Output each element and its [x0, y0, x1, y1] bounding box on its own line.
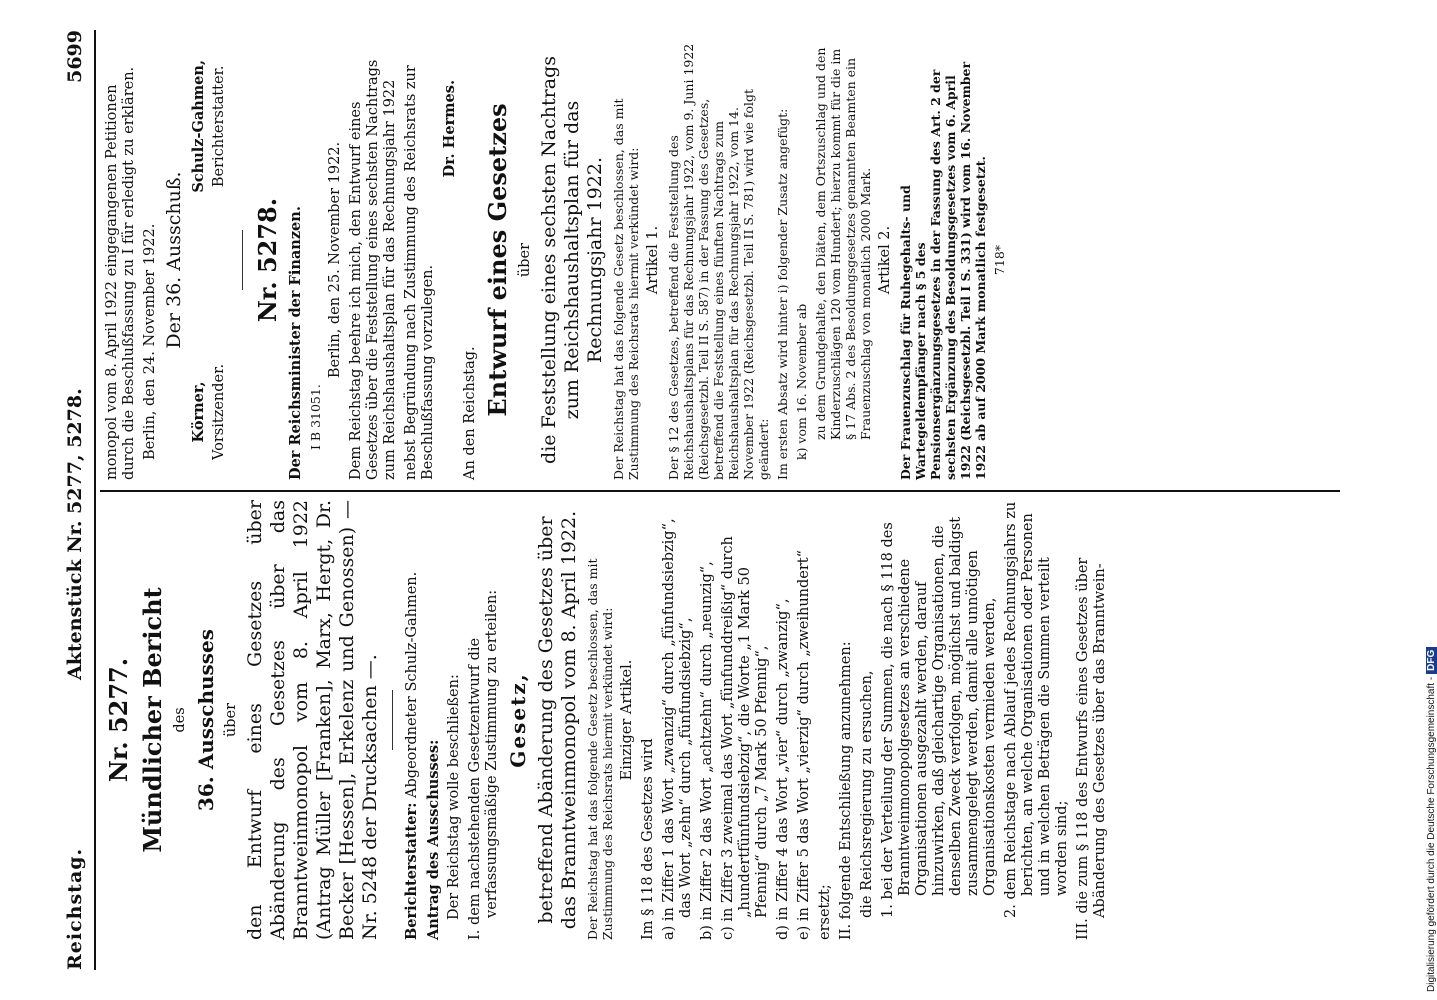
draft-subtitle: die Feststellung eines sechsten Nachtrags zum Reichshaushaltsplan für das Rechnungsjahr 1922.	[538, 56, 606, 464]
header-rule	[94, 30, 96, 970]
doc-number-2: Nr. 5278.	[253, 197, 282, 323]
resolution-item-1: 1. bei der Verteilung der Summen, die nach § 118 des Branntweinmonopolgesetzes an verschiedene Organisationen ausgezahlt werden, darauf hinzuwirken, daß gleichartige Organisationen, die denselben Zweck verfolgen, möglichst und baldigst zusammengelegt werden, damit alle unnötigen Organisationskosten vermieden werden,	[880, 516, 998, 918]
doc-title: Mündlicher Bericht	[138, 587, 167, 853]
committee-title: 36. Ausschusses	[194, 628, 218, 812]
article-1-addition: Im ersten Absatz wird hinter i) folgender Zusatz angefügt:	[775, 108, 790, 480]
committee-signature: Der 36. Ausschuß.	[163, 171, 185, 349]
ersetzt-text: ersetzt;	[817, 884, 833, 940]
letter-text-2: nebst Begründung nach Zustimmung des Reichsrats zur Beschlußfassung vorzulegen.	[403, 65, 436, 480]
reporter-signature-name: Schulz-Gahmen,	[190, 60, 207, 193]
article-item: c) in Ziffer 3 zweimal das Wort „fünfunddreißig“ durch „hundertfünfundsiebzig“, die Worte „1 Mark 50 Pfennig“ durch „7 Mark 50 Pfennig“,	[720, 536, 770, 940]
enactment-clause-2: Der Reichstag hat das folgende Gesetz beschlossen, das mit Zustimmung des Reichsrats hiermit verkündet wird:	[611, 98, 641, 480]
date-line: Berlin, den 24. November 1922.	[142, 223, 158, 460]
enactment-clause: Der Reichstag hat das folgende Gesetz beschlossen, das mit Zustimmung des Reichsrats hiermit verkündet wird:	[585, 558, 615, 940]
reporter-name: Abgeordneter Schulz-Gahmen.	[404, 571, 420, 798]
article-item: d) in Ziffer 4 das Wort „vier“ durch „zwanzig“,	[775, 598, 791, 940]
article-item: a) in Ziffer 1 das Wort „zwanzig“ durch „fünfundsiebzig“, das Wort „zehn“ durch „fünfundsiebzig“,	[661, 518, 694, 940]
letter-text: Dem Reichstag beehre ich mich, den Entwurf eines Gesetzes über die Feststellung eines sechsten Nachtrags zum Reichshaushaltsplan für das Rechnungsjahr 1922	[348, 59, 398, 480]
header-left: Reichstag.	[64, 847, 86, 970]
gesetz-title: Gesetz,	[506, 672, 530, 768]
dfg-logo: DFG	[1426, 647, 1437, 674]
article-1-item-k: k) vom 16. November ab	[794, 303, 809, 460]
des-word: des	[172, 707, 188, 733]
article-item: b) in Ziffer 2 das Wort „achtzehn“ durch „neunzig“,	[699, 561, 715, 940]
article-item: e) in Ziffer 5 das Wort „vierzig“ durch „zweihundert“	[796, 549, 812, 940]
ueber-word-2: über	[517, 242, 533, 278]
article-heading: Einziger Artikel.	[619, 659, 635, 781]
gesetz-subtitle: betreffend Abänderung des Gesetzes über das Branntweinmonopol vom 8. April 1922.	[535, 510, 580, 930]
page-header	[64, 30, 94, 970]
ueber-word: über	[223, 702, 239, 738]
reporter-label: Berichterstatter:	[403, 802, 420, 940]
article-2-heading: Artikel 2.	[877, 225, 893, 295]
article-1-text: Der § 12 des Gesetzes, betreffend die Feststellung des Reichshaushaltsplans für das Rechnungsjahr 1922, vom 9. Juni 1922 (Reichsgesetzbl. Teil II S. 587) in der Fassung des Gesetzes, betreffend die Feststellung eines fünften Nachtrags zum Reichshaushaltsplan für das Rechnungsjahr 1922, vom 14. November 1922 (Reichsgesetzbl. Teil II S. 781) wird wie folgt geändert:	[666, 43, 771, 480]
separator	[392, 690, 393, 750]
motion-item-I: I. dem nachstehenden Gesetzentwurf die verfassungsmäßige Zustimmung zu erteilen:	[467, 589, 500, 940]
column-divider	[100, 490, 1340, 492]
header-title: Aktenstück Nr. 5277, 5278.	[64, 388, 86, 680]
article-intro: Im § 118 des Gesetzes wird	[640, 738, 656, 940]
signature-block	[190, 40, 232, 480]
chair-name: Körner,	[190, 381, 207, 443]
left-column	[104, 500, 1113, 940]
motion-item-III: III. die zum § 118 des Entwurfs eines Gesetzes über Abänderung des Gesetzes über das Branntwein-	[1075, 557, 1108, 940]
digitization-text: Digitalisierung gefördert durch die Deutsche Forschungsgemeinschaft -	[1426, 676, 1437, 992]
resolution-intro: die Reichsregierung zu ersuchen,	[859, 670, 875, 918]
continuation-text: monopol vom 8. April 1922 eingegangenen Petitionen durch die Beschlußfassung zu I für erledigt zu erklären.	[104, 66, 137, 480]
page-number: 5699	[64, 30, 86, 83]
right-column	[104, 40, 1011, 480]
signer-name: Dr. Hermes.	[441, 80, 458, 178]
doc-number: Nr. 5277.	[104, 657, 133, 783]
addressee: An den Reichstag.	[462, 346, 478, 480]
subject-text: den Entwurf eines Gesetzes über Abänderung des Gesetzes über das Branntweinmonopol vom 8. April 1922 (Antrag Müller [Franken], Marx, Hergt, Dr. Becker [Hessen], Erkelenz und Genossen) — Nr. 5248 der Drucksachen —.	[244, 500, 381, 940]
chair-role: Vorsitzender.	[211, 363, 227, 460]
resolution-item-2: 2. dem Reichstage nach Ablauf jedes Rechnungsjahrs zu berichten, an welche Organisationen oder Personen und in welchen Beträgen die Summen verteilt worden sind;	[1003, 501, 1070, 918]
article-1-heading: Artikel 1.	[645, 225, 661, 295]
article-1-item-k-text: zu dem Grundgehalte, den Diäten, dem Ortszuschlag und den Kinderzuschlägen 120 vom Hundert; hierzu kommt für die im § 17 Abs. 2 des Besoldungsgesetzes genannten Beamten ein Frauenzuschlag von monatlich 2000 Mark.	[813, 47, 873, 440]
reference-number: I B 31051.	[308, 384, 323, 450]
sheet-number: 718*	[992, 244, 1007, 276]
draft-title: Entwurf eines Gesetzes	[483, 103, 512, 417]
motion-intro: Der Reichstag wolle beschließen:	[446, 674, 462, 920]
separator	[242, 230, 243, 290]
digitization-note	[1412, 4, 1437, 994]
motion-item-II: II. folgende Entschließung anzunehmen:	[838, 641, 854, 940]
rotated-page-content	[60, 0, 1350, 1000]
minister-line: Der Reichsminister der Finanzen.	[287, 206, 304, 480]
motion-label: Antrag des Ausschusses:	[425, 739, 442, 940]
reporter-signature-role: Berichterstatter.	[211, 65, 227, 188]
article-2-text: Der Frauenzuschlag für Ruhegehalts- und Wartegeldempfänger nach § 5 des Pensionsergänzungsgesetzes in der Fassung des Art. 2 der sechsten Ergänzung des Besoldungsgesetzes vom 6. April 1922 (Reichsgesetzbl. Teil I S. 331) wird vom 16. November 1922 ab auf 2000 Mark monatlich festgesetzt.	[898, 61, 988, 480]
date-line-2: Berlin, den 25. November 1922.	[327, 141, 343, 379]
